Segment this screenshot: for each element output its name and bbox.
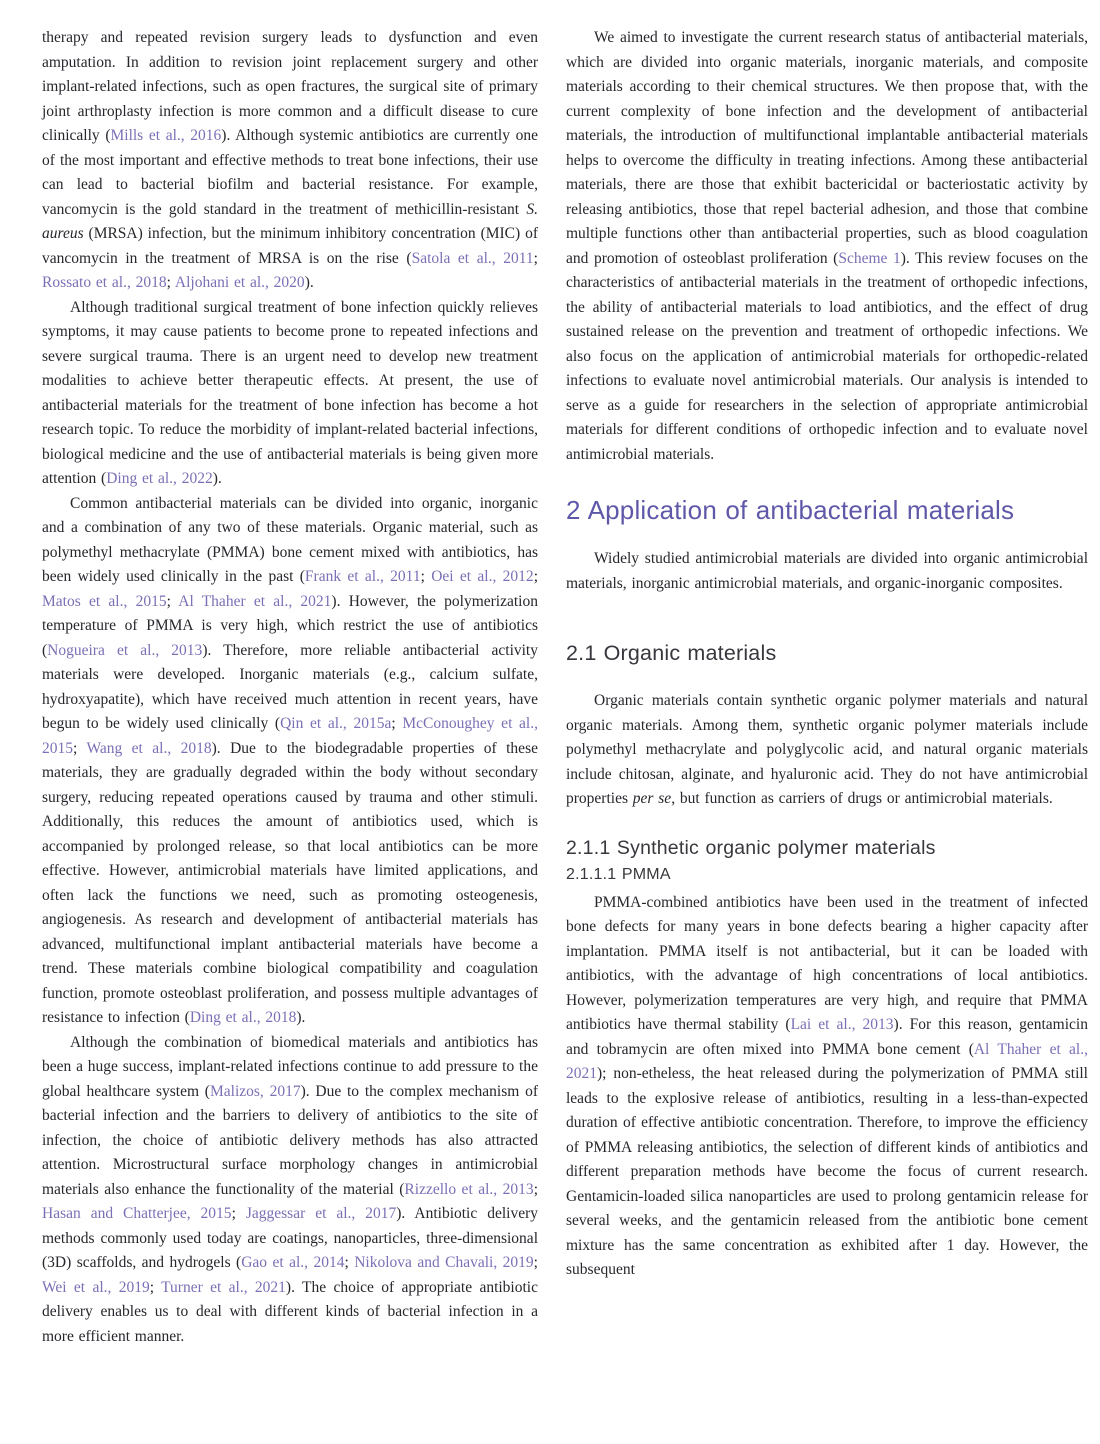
left-column	[42, 26, 538, 1349]
citation-link[interactable]: Aljohani et al., 2020	[174, 274, 305, 291]
text-run: ;	[533, 1180, 538, 1198]
text-run: (MRSA) infection, but the minimum inhibitory concentration (MIC) of vancomycin in the treatment of MRSA is on the rise (	[42, 225, 538, 267]
italic-text: per se	[632, 790, 672, 807]
text-run: Widely studied antimicrobial materials are divided into organic antimicrobial materials, inorganic antimicrobial materials, and organic-inorganic composites.	[566, 550, 1088, 592]
text-run: ). The choice of appropriate antibiotic delivery enables us to deal with different kinds of bacterial infection in a more efficient manner.	[42, 1278, 538, 1345]
citation-link[interactable]: Mills et al., 2016	[110, 127, 222, 144]
citation-link[interactable]: Frank et al., 2011	[304, 568, 421, 585]
citation-link[interactable]: Wei et al., 2019	[42, 1278, 150, 1296]
text-run: ;	[166, 274, 175, 291]
text-run: ). Therefore, more reliable antibacterial activity materials were developed. Inorganic materials (e.g., calcium sulfate, hydroxyapatite), which have received much attention in recent years, have begun to be widely used clinically (	[42, 641, 538, 732]
citation-link[interactable]: Rizzello et al., 2013	[404, 1180, 534, 1198]
text-run: ;	[149, 1278, 162, 1296]
text-run: ;	[533, 249, 538, 267]
text-run: , but function as carriers of drugs or antimicrobial materials.	[671, 790, 1053, 807]
italic-text: S. aureus	[42, 200, 538, 242]
text-run: Although the combination of biomedical materials and antibiotics has been a huge success, implant-related infections continue to add pressure to the global healthcare system (	[42, 1033, 538, 1100]
text-run: ;	[166, 592, 179, 610]
text-run: Although traditional surgical treatment of bone infection quickly relieves symptoms, it may cause patients to become prone to repeated infections and severe surgical trauma. There is an urgent need to develop new treatment modalities to achieve better therapeutic effects. At present, the use of antibacterial materials for the treatment of bone infection has become a hot research topic. To reduce the morbidity of implant-related bacterial infections, biological medicine and the use of antibacterial materials is being given more attention (	[42, 298, 538, 487]
text-run: ). Antibiotic delivery methods commonly used today are coatings, nanoparticles, three-dimensional (3D) scaffolds, and hydrogels (	[42, 1205, 538, 1271]
citation-link[interactable]: Malizos, 2017	[209, 1082, 301, 1100]
citation-link[interactable]: Al Thaher et al., 2021	[566, 1040, 1088, 1082]
citation-link[interactable]: McConoughey et al., 2015	[42, 715, 538, 757]
text-run: ;	[73, 739, 87, 757]
citation-link[interactable]: Scheme 1	[838, 249, 901, 267]
text-run: ). Due to the biodegradable properties of these materials, they are gradually degraded within the body without secondary surgery, reducing repeated operations caused by trauma and other stimuli. Additionally, this reduces the amount of antibiotics used, which is accompanied by prolonged release, so that local antibiotics can be more effective. However, antimicrobial materials have limited applications, and often lack the functions we need, such as promoting osteogenesis, angiogenesis. As research and development of antibacterial materials has advanced, multifunctional implant antibacterial materials have become a trend. These materials combine biological compatibility and coagulation function, promote osteoblast proliferation, and possess multiple advantages of resistance to infection (	[42, 739, 538, 1026]
paragraph	[566, 689, 1088, 812]
citation-link[interactable]: Qin et al., 2015a	[280, 715, 392, 732]
text-run: ). Due to the complex mechanism of bacterial infection and the barriers to delivery of antibiotics to the site of infection, the choice of antibiotic delivery methods has also attracted attention. Microstructural surface morphology changes in antimicrobial materials also enhance the functionality of the material (	[42, 1082, 538, 1198]
right-column	[566, 26, 1088, 1349]
text-run: therapy and repeated revision surgery leads to dysfunction and even amputation. In addition to revision joint replacement surgery and other implant-related infections, such as open fractures, the surgical site of primary joint arthroplasty infection is more common and a difficult disease to cure clinically (	[42, 29, 538, 144]
citation-link[interactable]: Ding et al., 2022	[106, 470, 213, 487]
text-run: ;	[344, 1254, 355, 1271]
paragraph	[566, 547, 1088, 596]
paragraph	[42, 26, 538, 296]
citation-link[interactable]: Nikolova and Chavali, 2019	[354, 1254, 534, 1271]
text-run: ). This review focuses on the characteristics of antibacterial materials in the treatment of orthopedic infections, the ability of antibacterial materials to load antibiotics, and the effect of drug sustained release on the prevention and treatment of orthopedic infections. We also focus on the application of antimicrobial materials for orthopedic-related infections to evaluate novel antimicrobial materials. Our analysis is intended to serve as a guide for researchers in the selection of appropriate antimicrobial materials for different conditions of orthopedic infection and to evaluate novel antimicrobial materials.	[566, 249, 1088, 463]
citation-link[interactable]: Hasan and Chatterjee, 2015	[42, 1205, 232, 1222]
citation-link[interactable]: Rossato et al., 2018	[42, 274, 167, 291]
citation-link[interactable]: Satola et al., 2011	[411, 249, 534, 267]
paragraph	[42, 492, 538, 1031]
text-run: ). For this reason, gentamicin and tobramycin are often mixed into PMMA bone cement (	[566, 1016, 1088, 1058]
citation-link[interactable]: Wang et al., 2018	[86, 739, 212, 757]
text-run: ).	[304, 274, 314, 291]
citation-link[interactable]: Oei et al., 2012	[431, 568, 534, 585]
text-run: ). Although systemic antibiotics are currently one of the most important and effective methods to treat bone infections, their use can lead to bacterial biofilm and bacterial resistance. For example, vancomycin is the gold standard in the treatment of methicillin-resistant	[42, 127, 538, 218]
subsubsection-heading: 2.1.1 Synthetic organic polymer materials	[566, 836, 936, 859]
text-run: ;	[231, 1205, 246, 1222]
citation-link[interactable]: Ding et al., 2018	[189, 1009, 297, 1026]
paragraph	[42, 296, 538, 492]
citation-link[interactable]: Turner et al., 2021	[161, 1278, 286, 1296]
citation-link[interactable]: Al Thaher et al., 2021	[178, 592, 332, 610]
text-run: We aimed to investigate the current research status of antibacterial materials, which are divided into organic materials, inorganic materials, and composite materials according to their chemical structures. We then propose that, with the current complexity of bone infection and the development of antibacterial materials, the introduction of multifunctional implantable antibacterial materials helps to overcome the difficulty in treating infections. Among these antibacterial materials, there are those that exhibit bactericidal or bacteriostatic activity by releasing antibiotics, those that repel bacterial adhesion, and those that combine multiple functions other than antibacterial properties, such as blood coagulation and promotion of osteoblast proliferation (	[566, 29, 1088, 267]
section-heading: 2 Application of antibacterial materials	[566, 495, 1015, 525]
citation-link[interactable]: Matos et al., 2015	[42, 592, 167, 610]
citation-link[interactable]: Gao et al., 2014	[241, 1254, 345, 1271]
text-run: ); non-etheless, the heat released during the polymerization of PMMA still leads to the explosive release of antibiotics, resulting in a less-than-expected duration of effective antibiotic concentration. Therefore, to improve the efficiency of PMMA releasing antibiotics, the selection of different kinds of antibiotics and different preparation methods have become the focus of current research. Gentamicin-loaded silica nanoparticles are used to prolong gentamicin release for several weeks, and the gentamicin released from the antibiotic bone cement mixture has the same concentration as exhibited after 1 day. However, the subsequent	[566, 1065, 1088, 1278]
text-run: PMMA-combined antibiotics have been used in the treatment of infected bone defects for many years in bone defects bearing a higher capacity after implantation. PMMA itself is not antibacterial, but it can be loaded with antibiotics, with the advantage of high concentrations of local antibiotics. However, polymerization temperatures are very high, and require that PMMA antibiotics have thermal stability (	[566, 893, 1088, 1033]
paragraph	[566, 891, 1088, 1283]
paragraph	[42, 1031, 538, 1350]
citation-link[interactable]: Nogueira et al., 2013	[47, 641, 203, 659]
paragraph	[566, 26, 1088, 467]
text-run: ;	[533, 1254, 538, 1271]
text-run: Common antibacterial materials can be divided into organic, inorganic and a combination of any two of these materials. Organic material, such as polymethyl methacrylate (PMMA) bone cement mixed with antibiotics, has been widely used clinically in the past (	[42, 494, 538, 585]
text-run: ). However, the polymerization temperature of PMMA is very high, which restrict the use of antibiotics (	[42, 592, 538, 659]
text-run: ;	[391, 715, 403, 732]
text-run: Organic materials contain synthetic organic polymer materials and natural organic materials. Among them, synthetic organic polymer materials include polymethyl methacrylate and polyglycolic acid, and natural organic materials include chitosan, alginate, and hyaluronic acid. They do not have antimicrobial properties	[566, 692, 1088, 807]
citation-link[interactable]: Jaggessar et al., 2017	[245, 1205, 397, 1222]
text-run: ;	[533, 568, 538, 585]
text-run: ).	[212, 470, 222, 487]
paragraph-heading: 2.1.1.1 PMMA	[566, 865, 671, 883]
text-run: ;	[420, 568, 432, 585]
subsection-heading: 2.1 Organic materials	[566, 641, 777, 665]
text-run: ).	[296, 1009, 306, 1026]
citation-link[interactable]: Lai et al., 2013	[790, 1016, 894, 1033]
